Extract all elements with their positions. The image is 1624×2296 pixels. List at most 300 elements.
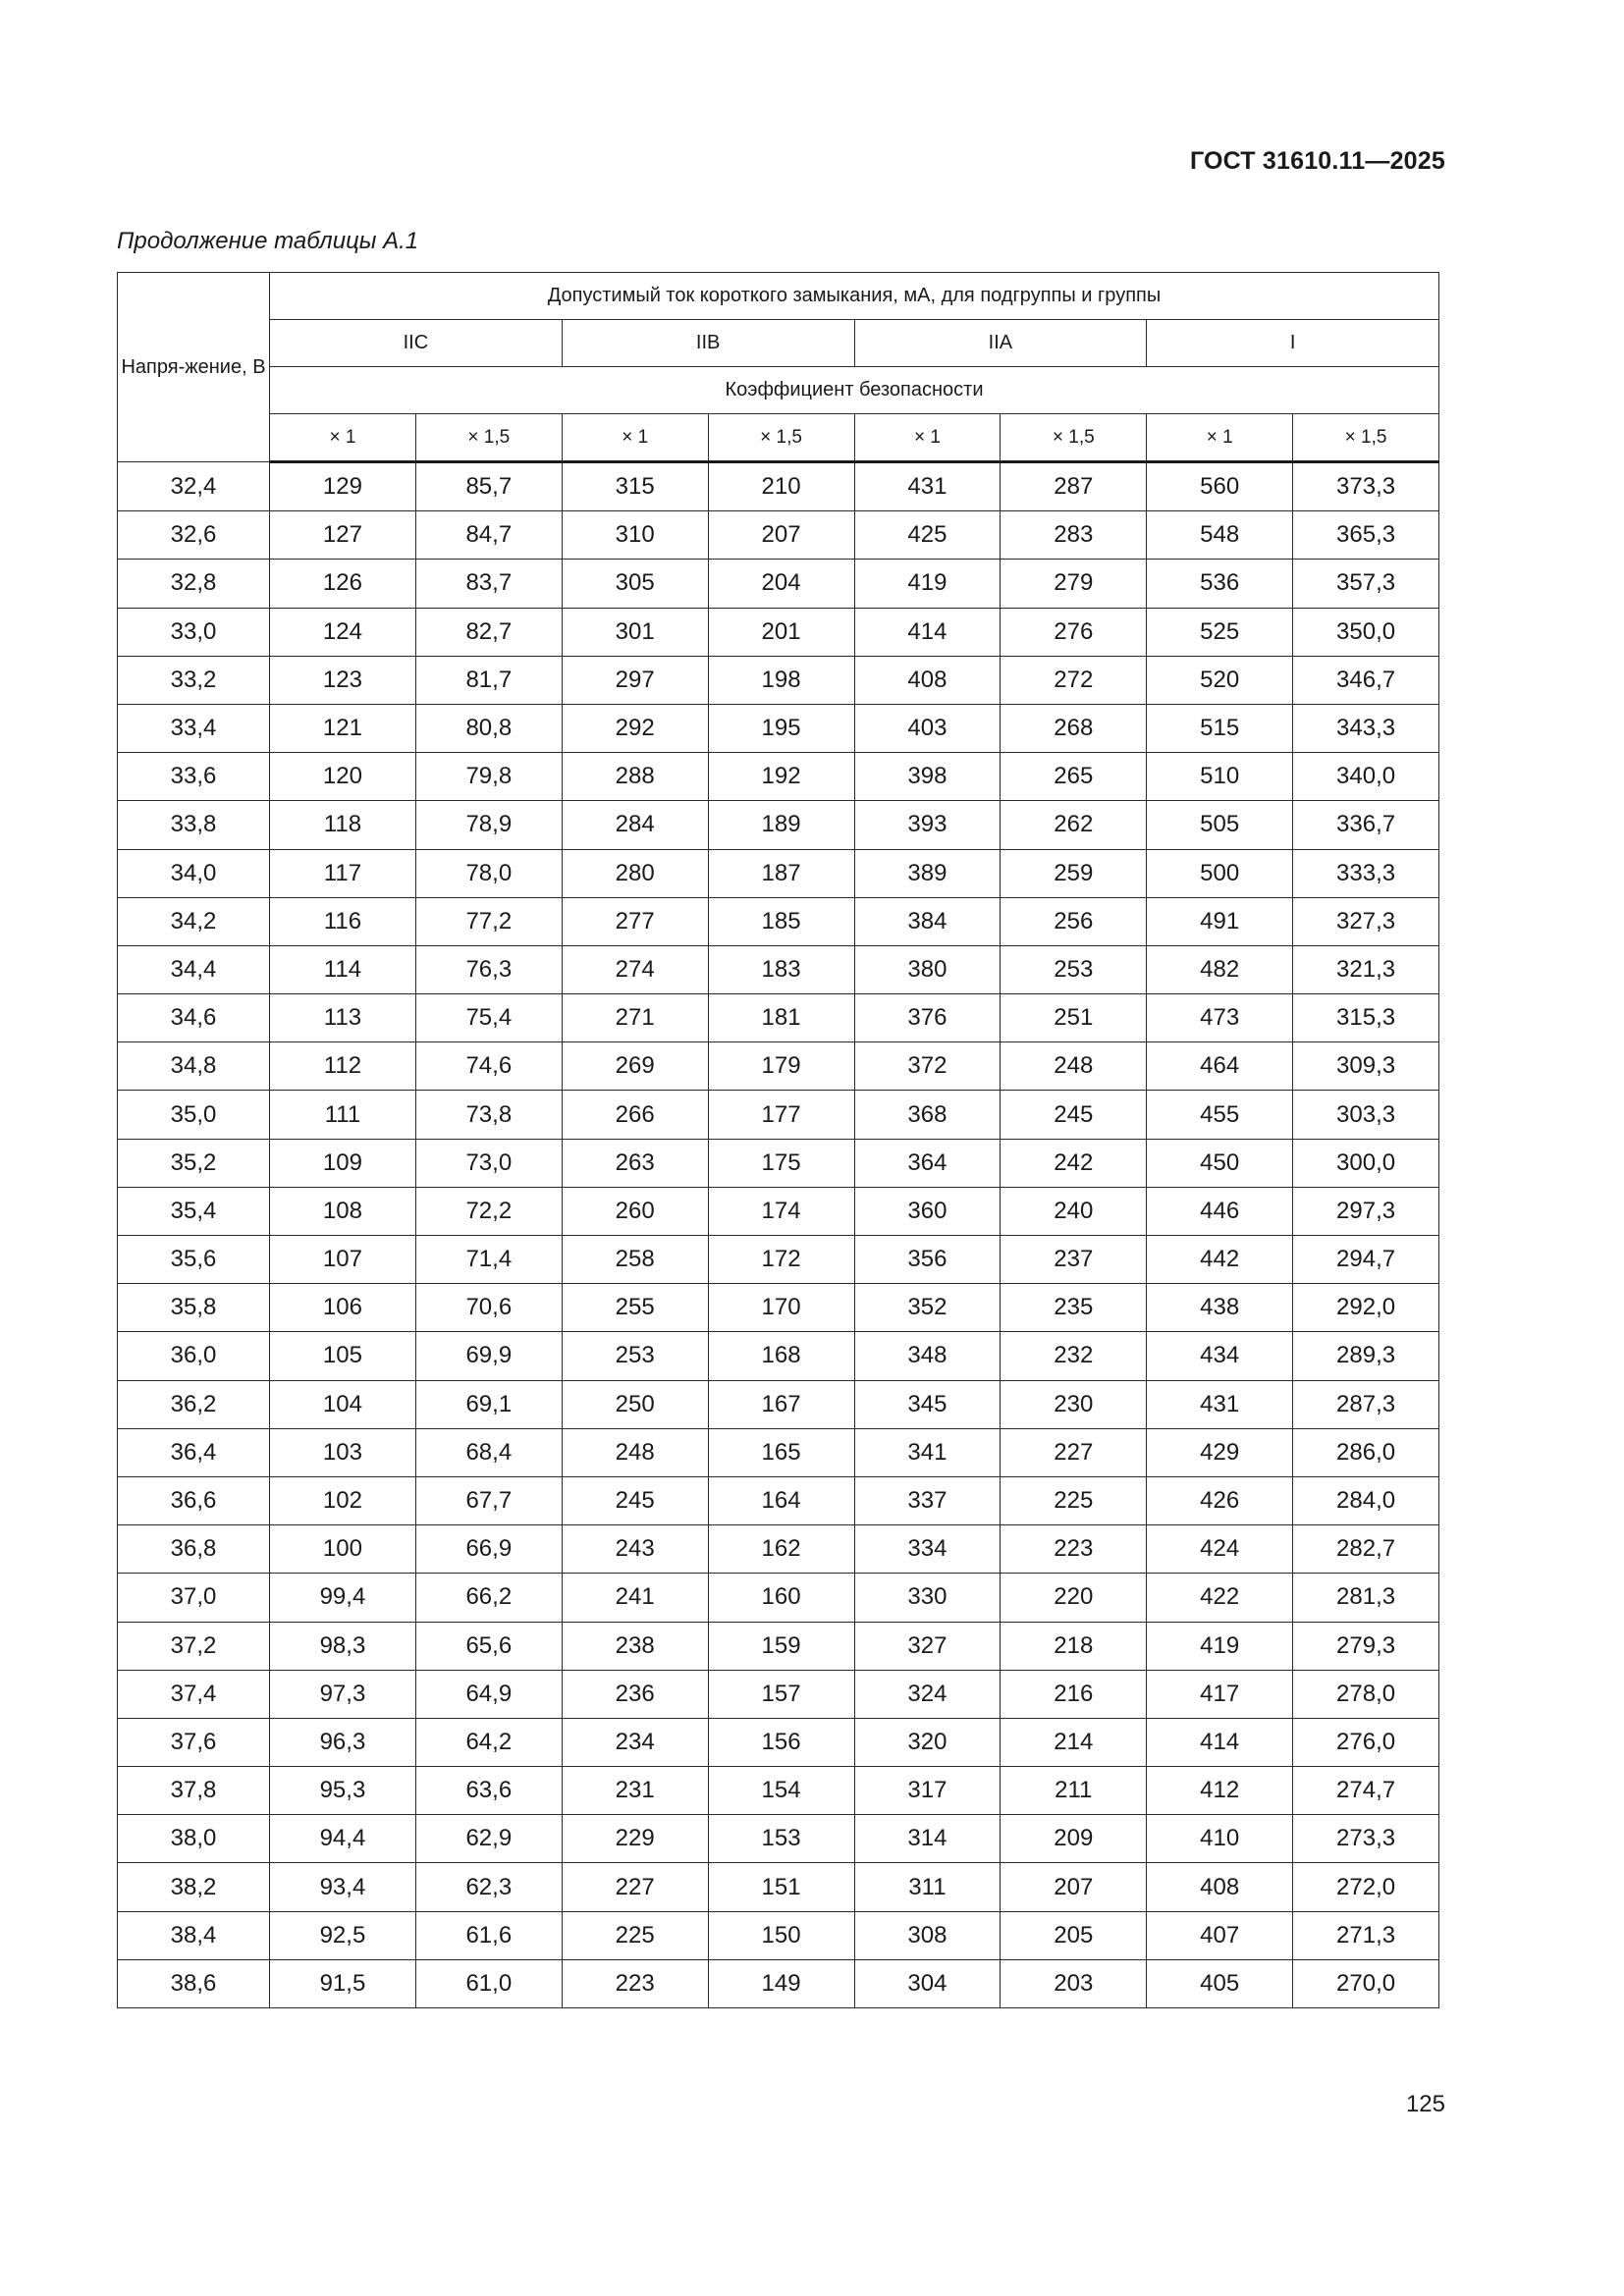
current-cell: 157 — [708, 1670, 854, 1718]
current-cell: 431 — [1147, 1380, 1293, 1428]
factor-header: × 1 — [270, 414, 416, 462]
current-cell: 175 — [708, 1139, 854, 1187]
current-cell: 482 — [1147, 945, 1293, 993]
current-cell: 66,9 — [415, 1525, 562, 1574]
current-cell: 160 — [708, 1574, 854, 1622]
current-cell: 365,3 — [1293, 511, 1439, 560]
current-cell: 336,7 — [1293, 801, 1439, 849]
current-cell: 106 — [270, 1284, 416, 1332]
current-cell: 82,7 — [415, 608, 562, 656]
current-cell: 95,3 — [270, 1767, 416, 1815]
current-cell: 259 — [1001, 849, 1147, 897]
current-cell: 414 — [854, 608, 1001, 656]
current-cell: 151 — [708, 1863, 854, 1911]
voltage-cell: 35,0 — [118, 1091, 270, 1139]
current-cell: 310 — [562, 511, 708, 560]
current-cell: 283 — [1001, 511, 1147, 560]
current-cell: 91,5 — [270, 1959, 416, 2007]
table-row — [118, 656, 1439, 704]
current-cell: 245 — [562, 1476, 708, 1524]
current-cell: 156 — [708, 1718, 854, 1766]
current-cell: 162 — [708, 1525, 854, 1574]
current-cell: 250 — [562, 1380, 708, 1428]
current-cell: 269 — [562, 1042, 708, 1091]
current-cell: 192 — [708, 753, 854, 801]
current-cell: 280 — [562, 849, 708, 897]
current-cell: 464 — [1147, 1042, 1293, 1091]
current-cell: 231 — [562, 1767, 708, 1815]
factor-header: × 1,5 — [1001, 414, 1147, 462]
voltage-cell: 32,4 — [118, 462, 270, 511]
table-row — [118, 1476, 1439, 1524]
current-cell: 434 — [1147, 1332, 1293, 1380]
current-cell: 120 — [270, 753, 416, 801]
current-cell: 83,7 — [415, 560, 562, 608]
current-cell: 104 — [270, 1380, 416, 1428]
current-cell: 253 — [562, 1332, 708, 1380]
current-cell: 282,7 — [1293, 1525, 1439, 1574]
current-cell: 237 — [1001, 1236, 1147, 1284]
voltage-column-header: Напря-жение, В — [118, 273, 270, 462]
current-cell: 94,4 — [270, 1815, 416, 1863]
table-row — [118, 704, 1439, 752]
current-cell: 279 — [1001, 560, 1147, 608]
current-cell: 419 — [854, 560, 1001, 608]
current-cell: 274,7 — [1293, 1767, 1439, 1815]
current-cell: 73,8 — [415, 1091, 562, 1139]
current-cell: 116 — [270, 897, 416, 945]
table-row — [118, 1622, 1439, 1670]
current-cell: 172 — [708, 1236, 854, 1284]
current-cell: 121 — [270, 704, 416, 752]
current-cell: 294,7 — [1293, 1236, 1439, 1284]
current-cell: 408 — [854, 656, 1001, 704]
current-cell: 305 — [562, 560, 708, 608]
current-cell: 62,9 — [415, 1815, 562, 1863]
voltage-cell: 37,4 — [118, 1670, 270, 1718]
current-cell: 68,4 — [415, 1428, 562, 1476]
voltage-cell: 34,6 — [118, 994, 270, 1042]
voltage-cell: 37,0 — [118, 1574, 270, 1622]
current-cell: 227 — [562, 1863, 708, 1911]
current-cell: 100 — [270, 1525, 416, 1574]
current-cell: 248 — [1001, 1042, 1147, 1091]
table-row — [118, 897, 1439, 945]
current-cell: 149 — [708, 1959, 854, 2007]
current-cell: 360 — [854, 1187, 1001, 1235]
current-cell: 315,3 — [1293, 994, 1439, 1042]
current-cell: 348 — [854, 1332, 1001, 1380]
current-cell: 321,3 — [1293, 945, 1439, 993]
current-cell: 61,0 — [415, 1959, 562, 2007]
current-cell: 352 — [854, 1284, 1001, 1332]
current-cell: 384 — [854, 897, 1001, 945]
current-cell: 205 — [1001, 1911, 1147, 1959]
current-cell: 281,3 — [1293, 1574, 1439, 1622]
current-cell: 278,0 — [1293, 1670, 1439, 1718]
table-row — [118, 1959, 1439, 2007]
current-cell: 491 — [1147, 897, 1293, 945]
current-cell: 309,3 — [1293, 1042, 1439, 1091]
factor-header: × 1 — [562, 414, 708, 462]
table-caption: Продолжение таблицы А.1 — [117, 228, 419, 254]
current-cell: 63,6 — [415, 1767, 562, 1815]
table-row — [118, 753, 1439, 801]
voltage-cell: 33,0 — [118, 608, 270, 656]
current-header: Допустимый ток короткого замыкания, мА, для подгруппы и группы — [270, 273, 1439, 320]
current-cell: 253 — [1001, 945, 1147, 993]
current-cell: 242 — [1001, 1139, 1147, 1187]
current-cell: 245 — [1001, 1091, 1147, 1139]
current-cell: 271,3 — [1293, 1911, 1439, 1959]
current-cell: 272 — [1001, 656, 1147, 704]
current-cell: 442 — [1147, 1236, 1293, 1284]
current-cell: 203 — [1001, 1959, 1147, 2007]
current-cell: 273,3 — [1293, 1815, 1439, 1863]
current-cell: 62,3 — [415, 1863, 562, 1911]
current-cell: 223 — [1001, 1525, 1147, 1574]
table-row — [118, 1863, 1439, 1911]
current-cell: 179 — [708, 1042, 854, 1091]
current-cell: 473 — [1147, 994, 1293, 1042]
current-cell: 412 — [1147, 1767, 1293, 1815]
current-cell: 118 — [270, 801, 416, 849]
group-header-i: I — [1147, 320, 1439, 367]
current-cell: 525 — [1147, 608, 1293, 656]
current-cell: 292 — [562, 704, 708, 752]
current-cell: 376 — [854, 994, 1001, 1042]
current-cell: 536 — [1147, 560, 1293, 608]
current-cell: 67,7 — [415, 1476, 562, 1524]
current-cell: 232 — [1001, 1332, 1147, 1380]
current-cell: 279,3 — [1293, 1622, 1439, 1670]
current-cell: 251 — [1001, 994, 1147, 1042]
current-cell: 324 — [854, 1670, 1001, 1718]
current-cell: 276,0 — [1293, 1718, 1439, 1766]
document-code: ГОСТ 31610.11—2025 — [1189, 147, 1445, 175]
current-cell: 340,0 — [1293, 753, 1439, 801]
current-cell: 240 — [1001, 1187, 1147, 1235]
current-cell: 357,3 — [1293, 560, 1439, 608]
current-cell: 424 — [1147, 1525, 1293, 1574]
current-cell: 292,0 — [1293, 1284, 1439, 1332]
current-cell: 510 — [1147, 753, 1293, 801]
current-cell: 150 — [708, 1911, 854, 1959]
current-cell: 520 — [1147, 656, 1293, 704]
current-cell: 301 — [562, 608, 708, 656]
page-number: 125 — [1405, 2091, 1445, 2117]
current-cell: 201 — [708, 608, 854, 656]
current-cell: 227 — [1001, 1428, 1147, 1476]
factor-header: × 1,5 — [708, 414, 854, 462]
current-cell: 183 — [708, 945, 854, 993]
current-cell: 109 — [270, 1139, 416, 1187]
voltage-cell: 34,4 — [118, 945, 270, 993]
current-cell: 204 — [708, 560, 854, 608]
current-cell: 288 — [562, 753, 708, 801]
voltage-cell: 35,2 — [118, 1139, 270, 1187]
voltage-cell: 34,8 — [118, 1042, 270, 1091]
current-cell: 159 — [708, 1622, 854, 1670]
current-cell: 123 — [270, 656, 416, 704]
voltage-cell: 35,4 — [118, 1187, 270, 1235]
current-cell: 126 — [270, 560, 416, 608]
voltage-cell: 38,2 — [118, 1863, 270, 1911]
current-cell: 300,0 — [1293, 1139, 1439, 1187]
table-row — [118, 1718, 1439, 1766]
current-cell: 74,6 — [415, 1042, 562, 1091]
current-cell: 64,2 — [415, 1718, 562, 1766]
current-cell: 262 — [1001, 801, 1147, 849]
current-cell: 270,0 — [1293, 1959, 1439, 2007]
table-row — [118, 1428, 1439, 1476]
current-cell: 241 — [562, 1574, 708, 1622]
current-cell: 235 — [1001, 1284, 1147, 1332]
current-cell: 79,8 — [415, 753, 562, 801]
current-cell: 431 — [854, 462, 1001, 511]
table-row — [118, 1332, 1439, 1380]
current-cell: 220 — [1001, 1574, 1147, 1622]
current-cell: 198 — [708, 656, 854, 704]
current-cell: 77,2 — [415, 897, 562, 945]
table-row — [118, 511, 1439, 560]
current-cell: 98,3 — [270, 1622, 416, 1670]
voltage-cell: 37,6 — [118, 1718, 270, 1766]
current-cell: 263 — [562, 1139, 708, 1187]
group-header-iia: IIA — [854, 320, 1147, 367]
current-cell: 129 — [270, 462, 416, 511]
safety-factor-header: Коэффициент безопасности — [270, 367, 1439, 414]
current-cell: 398 — [854, 753, 1001, 801]
voltage-cell: 36,0 — [118, 1332, 270, 1380]
current-cell: 297,3 — [1293, 1187, 1439, 1235]
current-cell: 71,4 — [415, 1236, 562, 1284]
table-body — [118, 462, 1439, 2008]
current-cell: 111 — [270, 1091, 416, 1139]
current-cell: 216 — [1001, 1670, 1147, 1718]
voltage-cell: 36,8 — [118, 1525, 270, 1574]
current-cell: 170 — [708, 1284, 854, 1332]
current-cell: 168 — [708, 1332, 854, 1380]
voltage-cell: 37,2 — [118, 1622, 270, 1670]
current-cell: 419 — [1147, 1622, 1293, 1670]
current-cell: 189 — [708, 801, 854, 849]
current-cell: 284,0 — [1293, 1476, 1439, 1524]
current-cell: 350,0 — [1293, 608, 1439, 656]
current-cell: 364 — [854, 1139, 1001, 1187]
current-cell: 327 — [854, 1622, 1001, 1670]
current-cell: 286,0 — [1293, 1428, 1439, 1476]
factor-header: × 1 — [854, 414, 1001, 462]
current-cell: 414 — [1147, 1718, 1293, 1766]
table-row — [118, 608, 1439, 656]
current-cell: 438 — [1147, 1284, 1293, 1332]
current-cell: 500 — [1147, 849, 1293, 897]
current-cell: 284 — [562, 801, 708, 849]
voltage-cell: 34,0 — [118, 849, 270, 897]
current-cell: 207 — [1001, 1863, 1147, 1911]
current-cell: 287,3 — [1293, 1380, 1439, 1428]
table-row — [118, 1284, 1439, 1332]
current-cell: 368 — [854, 1091, 1001, 1139]
current-cell: 78,0 — [415, 849, 562, 897]
table-row — [118, 1670, 1439, 1718]
current-cell: 167 — [708, 1380, 854, 1428]
current-cell: 327,3 — [1293, 897, 1439, 945]
current-cell: 297 — [562, 656, 708, 704]
current-cell: 80,8 — [415, 704, 562, 752]
current-cell: 113 — [270, 994, 416, 1042]
current-cell: 230 — [1001, 1380, 1147, 1428]
current-cell: 154 — [708, 1767, 854, 1815]
current-cell: 311 — [854, 1863, 1001, 1911]
voltage-cell: 33,8 — [118, 801, 270, 849]
table-row — [118, 1091, 1439, 1139]
group-header-iib: IIB — [562, 320, 854, 367]
current-cell: 66,2 — [415, 1574, 562, 1622]
table-row — [118, 1574, 1439, 1622]
current-cell: 272,0 — [1293, 1863, 1439, 1911]
current-cell: 450 — [1147, 1139, 1293, 1187]
table-row — [118, 560, 1439, 608]
current-cell: 446 — [1147, 1187, 1293, 1235]
current-cell: 69,9 — [415, 1332, 562, 1380]
current-cell: 276 — [1001, 608, 1147, 656]
current-cell: 308 — [854, 1911, 1001, 1959]
current-cell: 389 — [854, 849, 1001, 897]
current-cell: 92,5 — [270, 1911, 416, 1959]
current-cell: 236 — [562, 1670, 708, 1718]
current-cell: 108 — [270, 1187, 416, 1235]
voltage-cell: 33,4 — [118, 704, 270, 752]
current-cell: 248 — [562, 1428, 708, 1476]
current-cell: 505 — [1147, 801, 1293, 849]
voltage-cell: 38,0 — [118, 1815, 270, 1863]
current-cell: 243 — [562, 1525, 708, 1574]
current-cell: 218 — [1001, 1622, 1147, 1670]
current-cell: 548 — [1147, 511, 1293, 560]
table-row — [118, 1187, 1439, 1235]
current-cell: 84,7 — [415, 511, 562, 560]
current-cell: 124 — [270, 608, 416, 656]
current-cell: 403 — [854, 704, 1001, 752]
current-cell: 127 — [270, 511, 416, 560]
group-header-iic: IIC — [270, 320, 563, 367]
table-row — [118, 462, 1439, 511]
current-cell: 65,6 — [415, 1622, 562, 1670]
current-cell: 408 — [1147, 1863, 1293, 1911]
current-cell: 153 — [708, 1815, 854, 1863]
current-cell: 234 — [562, 1718, 708, 1766]
voltage-cell: 36,2 — [118, 1380, 270, 1428]
voltage-cell: 33,2 — [118, 656, 270, 704]
current-cell: 268 — [1001, 704, 1147, 752]
current-cell: 229 — [562, 1815, 708, 1863]
current-cell: 422 — [1147, 1574, 1293, 1622]
current-cell: 211 — [1001, 1767, 1147, 1815]
current-cell: 274 — [562, 945, 708, 993]
current-cell: 417 — [1147, 1670, 1293, 1718]
current-cell: 380 — [854, 945, 1001, 993]
current-cell: 405 — [1147, 1959, 1293, 2007]
current-cell: 187 — [708, 849, 854, 897]
current-cell: 372 — [854, 1042, 1001, 1091]
current-cell: 75,4 — [415, 994, 562, 1042]
current-cell: 317 — [854, 1767, 1001, 1815]
table-row — [118, 1815, 1439, 1863]
factor-header: × 1,5 — [1293, 414, 1439, 462]
current-cell: 81,7 — [415, 656, 562, 704]
table-row — [118, 1380, 1439, 1428]
current-cell: 165 — [708, 1428, 854, 1476]
current-cell: 102 — [270, 1476, 416, 1524]
table-row — [118, 1525, 1439, 1574]
current-cell: 356 — [854, 1236, 1001, 1284]
current-cell: 209 — [1001, 1815, 1147, 1863]
current-cell: 103 — [270, 1428, 416, 1476]
current-cell: 72,2 — [415, 1187, 562, 1235]
current-cell: 225 — [562, 1911, 708, 1959]
current-cell: 99,4 — [270, 1574, 416, 1622]
table-row — [118, 945, 1439, 993]
voltage-cell: 32,6 — [118, 511, 270, 560]
table-row — [118, 1911, 1439, 1959]
table-row — [118, 1139, 1439, 1187]
voltage-cell: 36,4 — [118, 1428, 270, 1476]
current-cell: 105 — [270, 1332, 416, 1380]
current-cell: 271 — [562, 994, 708, 1042]
table-row — [118, 1767, 1439, 1815]
current-cell: 515 — [1147, 704, 1293, 752]
current-cell: 314 — [854, 1815, 1001, 1863]
current-cell: 341 — [854, 1428, 1001, 1476]
current-cell: 287 — [1001, 462, 1147, 511]
current-cell: 112 — [270, 1042, 416, 1091]
current-cell: 256 — [1001, 897, 1147, 945]
current-cell: 181 — [708, 994, 854, 1042]
current-cell: 214 — [1001, 1718, 1147, 1766]
voltage-cell: 33,6 — [118, 753, 270, 801]
current-cell: 225 — [1001, 1476, 1147, 1524]
table-row — [118, 1042, 1439, 1091]
current-cell: 117 — [270, 849, 416, 897]
current-cell: 70,6 — [415, 1284, 562, 1332]
table-row — [118, 1236, 1439, 1284]
current-cell: 114 — [270, 945, 416, 993]
current-cell: 107 — [270, 1236, 416, 1284]
current-cell: 343,3 — [1293, 704, 1439, 752]
current-cell: 207 — [708, 511, 854, 560]
current-cell: 93,4 — [270, 1863, 416, 1911]
current-cell: 320 — [854, 1718, 1001, 1766]
current-cell: 429 — [1147, 1428, 1293, 1476]
current-cell: 345 — [854, 1380, 1001, 1428]
current-cell: 174 — [708, 1187, 854, 1235]
current-cell: 238 — [562, 1622, 708, 1670]
current-cell: 73,0 — [415, 1139, 562, 1187]
table-header — [118, 273, 1439, 462]
current-limit-table — [117, 272, 1439, 2008]
voltage-cell: 36,6 — [118, 1476, 270, 1524]
current-cell: 330 — [854, 1574, 1001, 1622]
current-cell: 373,3 — [1293, 462, 1439, 511]
current-cell: 255 — [562, 1284, 708, 1332]
current-cell: 266 — [562, 1091, 708, 1139]
factor-header: × 1,5 — [415, 414, 562, 462]
voltage-cell: 35,8 — [118, 1284, 270, 1332]
current-cell: 185 — [708, 897, 854, 945]
current-cell: 315 — [562, 462, 708, 511]
